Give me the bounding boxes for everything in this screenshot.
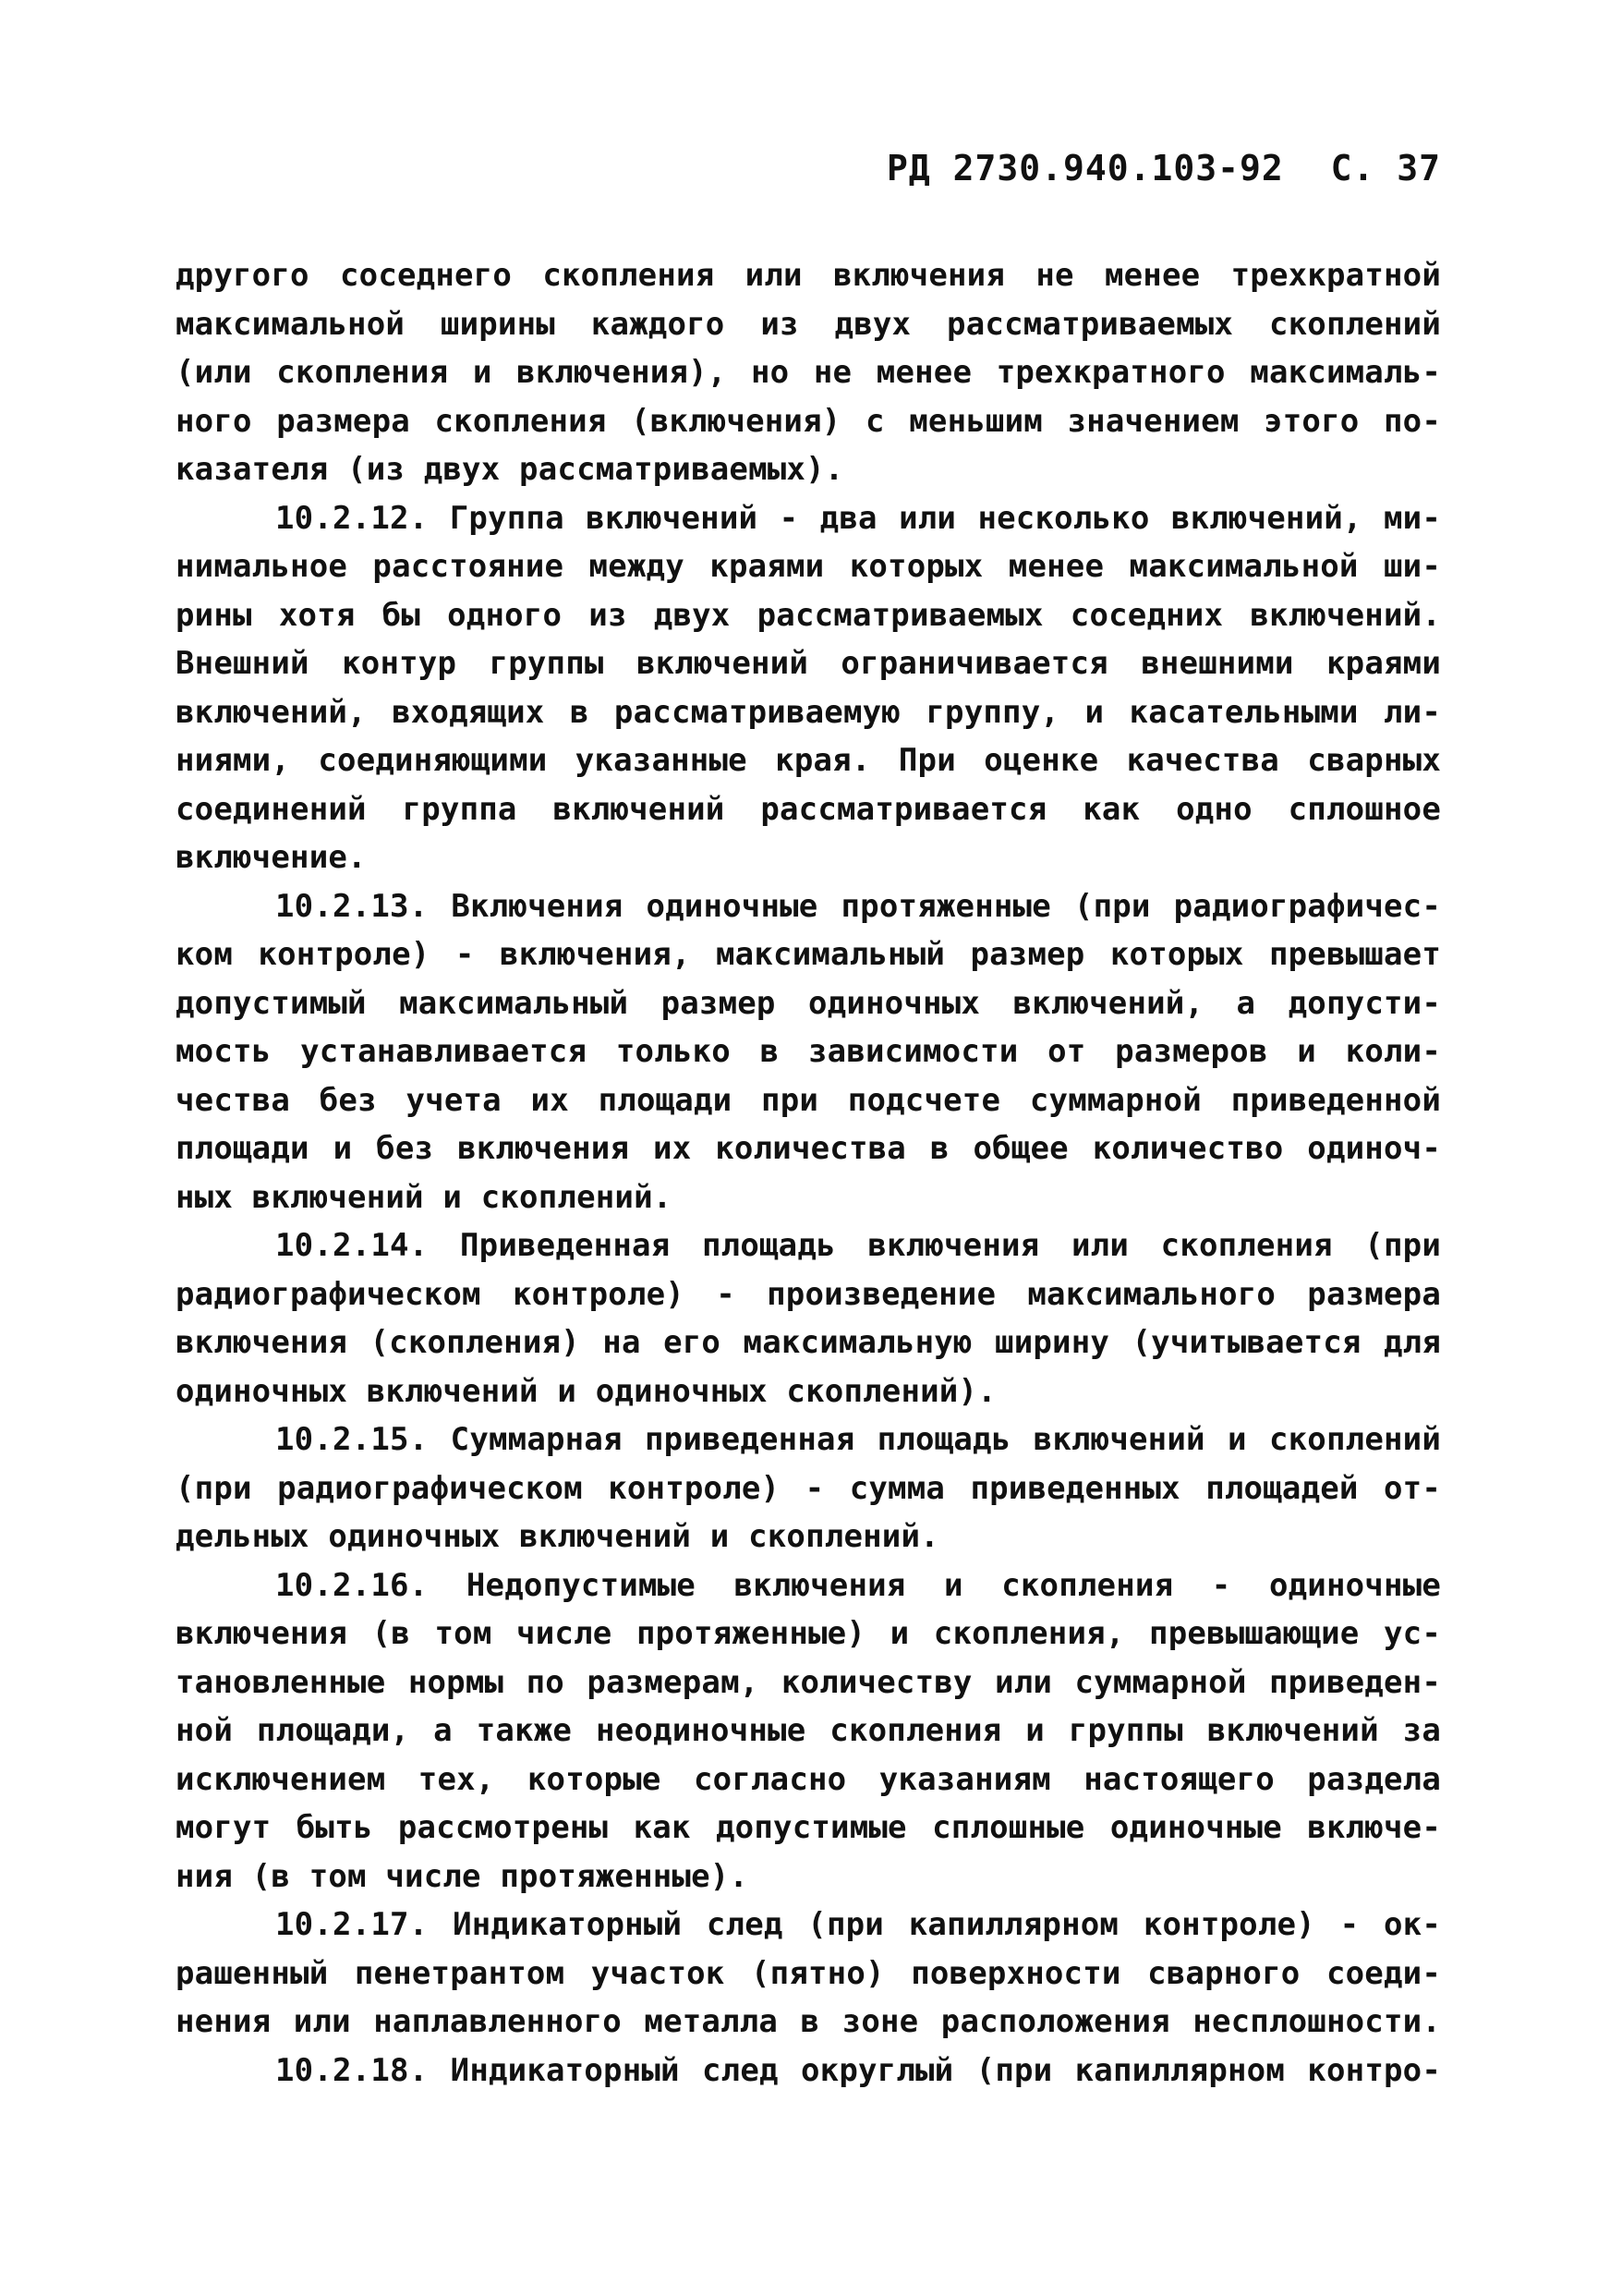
text-line: включения (в том числе протяженные) и скопления, превышающие ус- <box>176 1615 1441 1652</box>
text-line: рины хотя бы одного из двух рассматриваемых соседних включений. <box>176 596 1441 634</box>
text-line: одиночных включений и одиночных скоплений). <box>176 1372 997 1410</box>
text-line: площади и без включения их количества в общее количество одиноч- <box>176 1130 1441 1167</box>
text-line: мость устанавливается только в зависимости от размеров и коли- <box>176 1033 1441 1070</box>
text-line: казателя (из двух рассматриваемых). <box>176 451 844 488</box>
page-header <box>887 148 1441 194</box>
text-line: ной площади, а также неодиночные скопления и группы включений за <box>176 1712 1441 1749</box>
text-line: соединений группа включений рассматривается как одно сплошное <box>176 790 1441 828</box>
text-line: 10.2.14. Приведенная площадь включения или скопления (при <box>275 1227 1441 1264</box>
text-line: 10.2.18. Индикаторный след округлый (при капиллярном контро- <box>275 2051 1441 2089</box>
text-line: ния (в том числе протяженные). <box>176 1857 749 1895</box>
text-line: радиографическом контроле) - произведение максимального размера <box>176 1275 1441 1313</box>
text-line: 10.2.12. Группа включений - два или несколько включений, ми- <box>275 499 1441 537</box>
text-line: 10.2.16. Недопустимые включения и скопления - одиночные <box>275 1566 1441 1604</box>
text-line: 10.2.15. Суммарная приведенная площадь включений и скоплений <box>275 1421 1441 1458</box>
text-line: другого соседнего скопления или включения не менее трехкратной <box>176 257 1441 294</box>
text-line: (при радиографическом контроле) - сумма приведенных площадей от- <box>176 1469 1441 1507</box>
text-line: 10.2.17. Индикаторный след (при капиллярном контроле) - ок- <box>275 1906 1441 1943</box>
text-line: допустимый максимальный размер одиночных включений, а допусти- <box>176 984 1441 1022</box>
document-code: РД 2730.940.103-92 <box>887 148 1284 188</box>
text-line: включений, входящих в рассматриваемую группу, и касательными ли- <box>176 693 1441 731</box>
text-line: ных включений и скоплений. <box>176 1178 672 1216</box>
text-line: Внешний контур группы включений ограничивается внешними краями <box>176 645 1441 682</box>
text-line: могут быть рассмотрены как допустимые сплошные одиночные включе- <box>176 1809 1441 1846</box>
text-line: чества без учета их площади при подсчете суммарной приведенной <box>176 1081 1441 1119</box>
text-line: исключением тех, которые согласно указаниям настоящего раздела <box>176 1760 1441 1798</box>
page-number: С. 37 <box>1330 148 1441 188</box>
text-line: ного размера скопления (включения) с меньшим значением этого по- <box>176 402 1441 440</box>
text-line: включение. <box>176 839 367 876</box>
text-line: ниями, соединяющими указанные края. При оценке качества сварных <box>176 742 1441 779</box>
text-line: включения (скопления) на его максимальную ширину (учитывается для <box>176 1324 1441 1361</box>
text-line: (или скопления и включения), но не менее трехкратного максималь- <box>176 354 1441 391</box>
text-line: ком контроле) - включения, максимальный размер которых превышает <box>176 936 1441 973</box>
text-line: дельных одиночных включений и скоплений. <box>176 1518 939 1555</box>
body-text <box>176 251 1441 2095</box>
text-line: нения или наплавленного металла в зоне расположения несплошности. <box>176 2003 1441 2040</box>
text-line: тановленные нормы по размерам, количеству или суммарной приведен- <box>176 1663 1441 1701</box>
text-line: нимальное расстояние между краями которых менее максимальной ши- <box>176 548 1441 585</box>
text-line: максимальной ширины каждого из двух рассматриваемых скоплений <box>176 305 1441 343</box>
text-line: 10.2.13. Включения одиночные протяженные (при радиографичес- <box>275 887 1441 925</box>
text-line: рашенный пенетрантом участок (пятно) поверхности сварного соеди- <box>176 1954 1441 1992</box>
